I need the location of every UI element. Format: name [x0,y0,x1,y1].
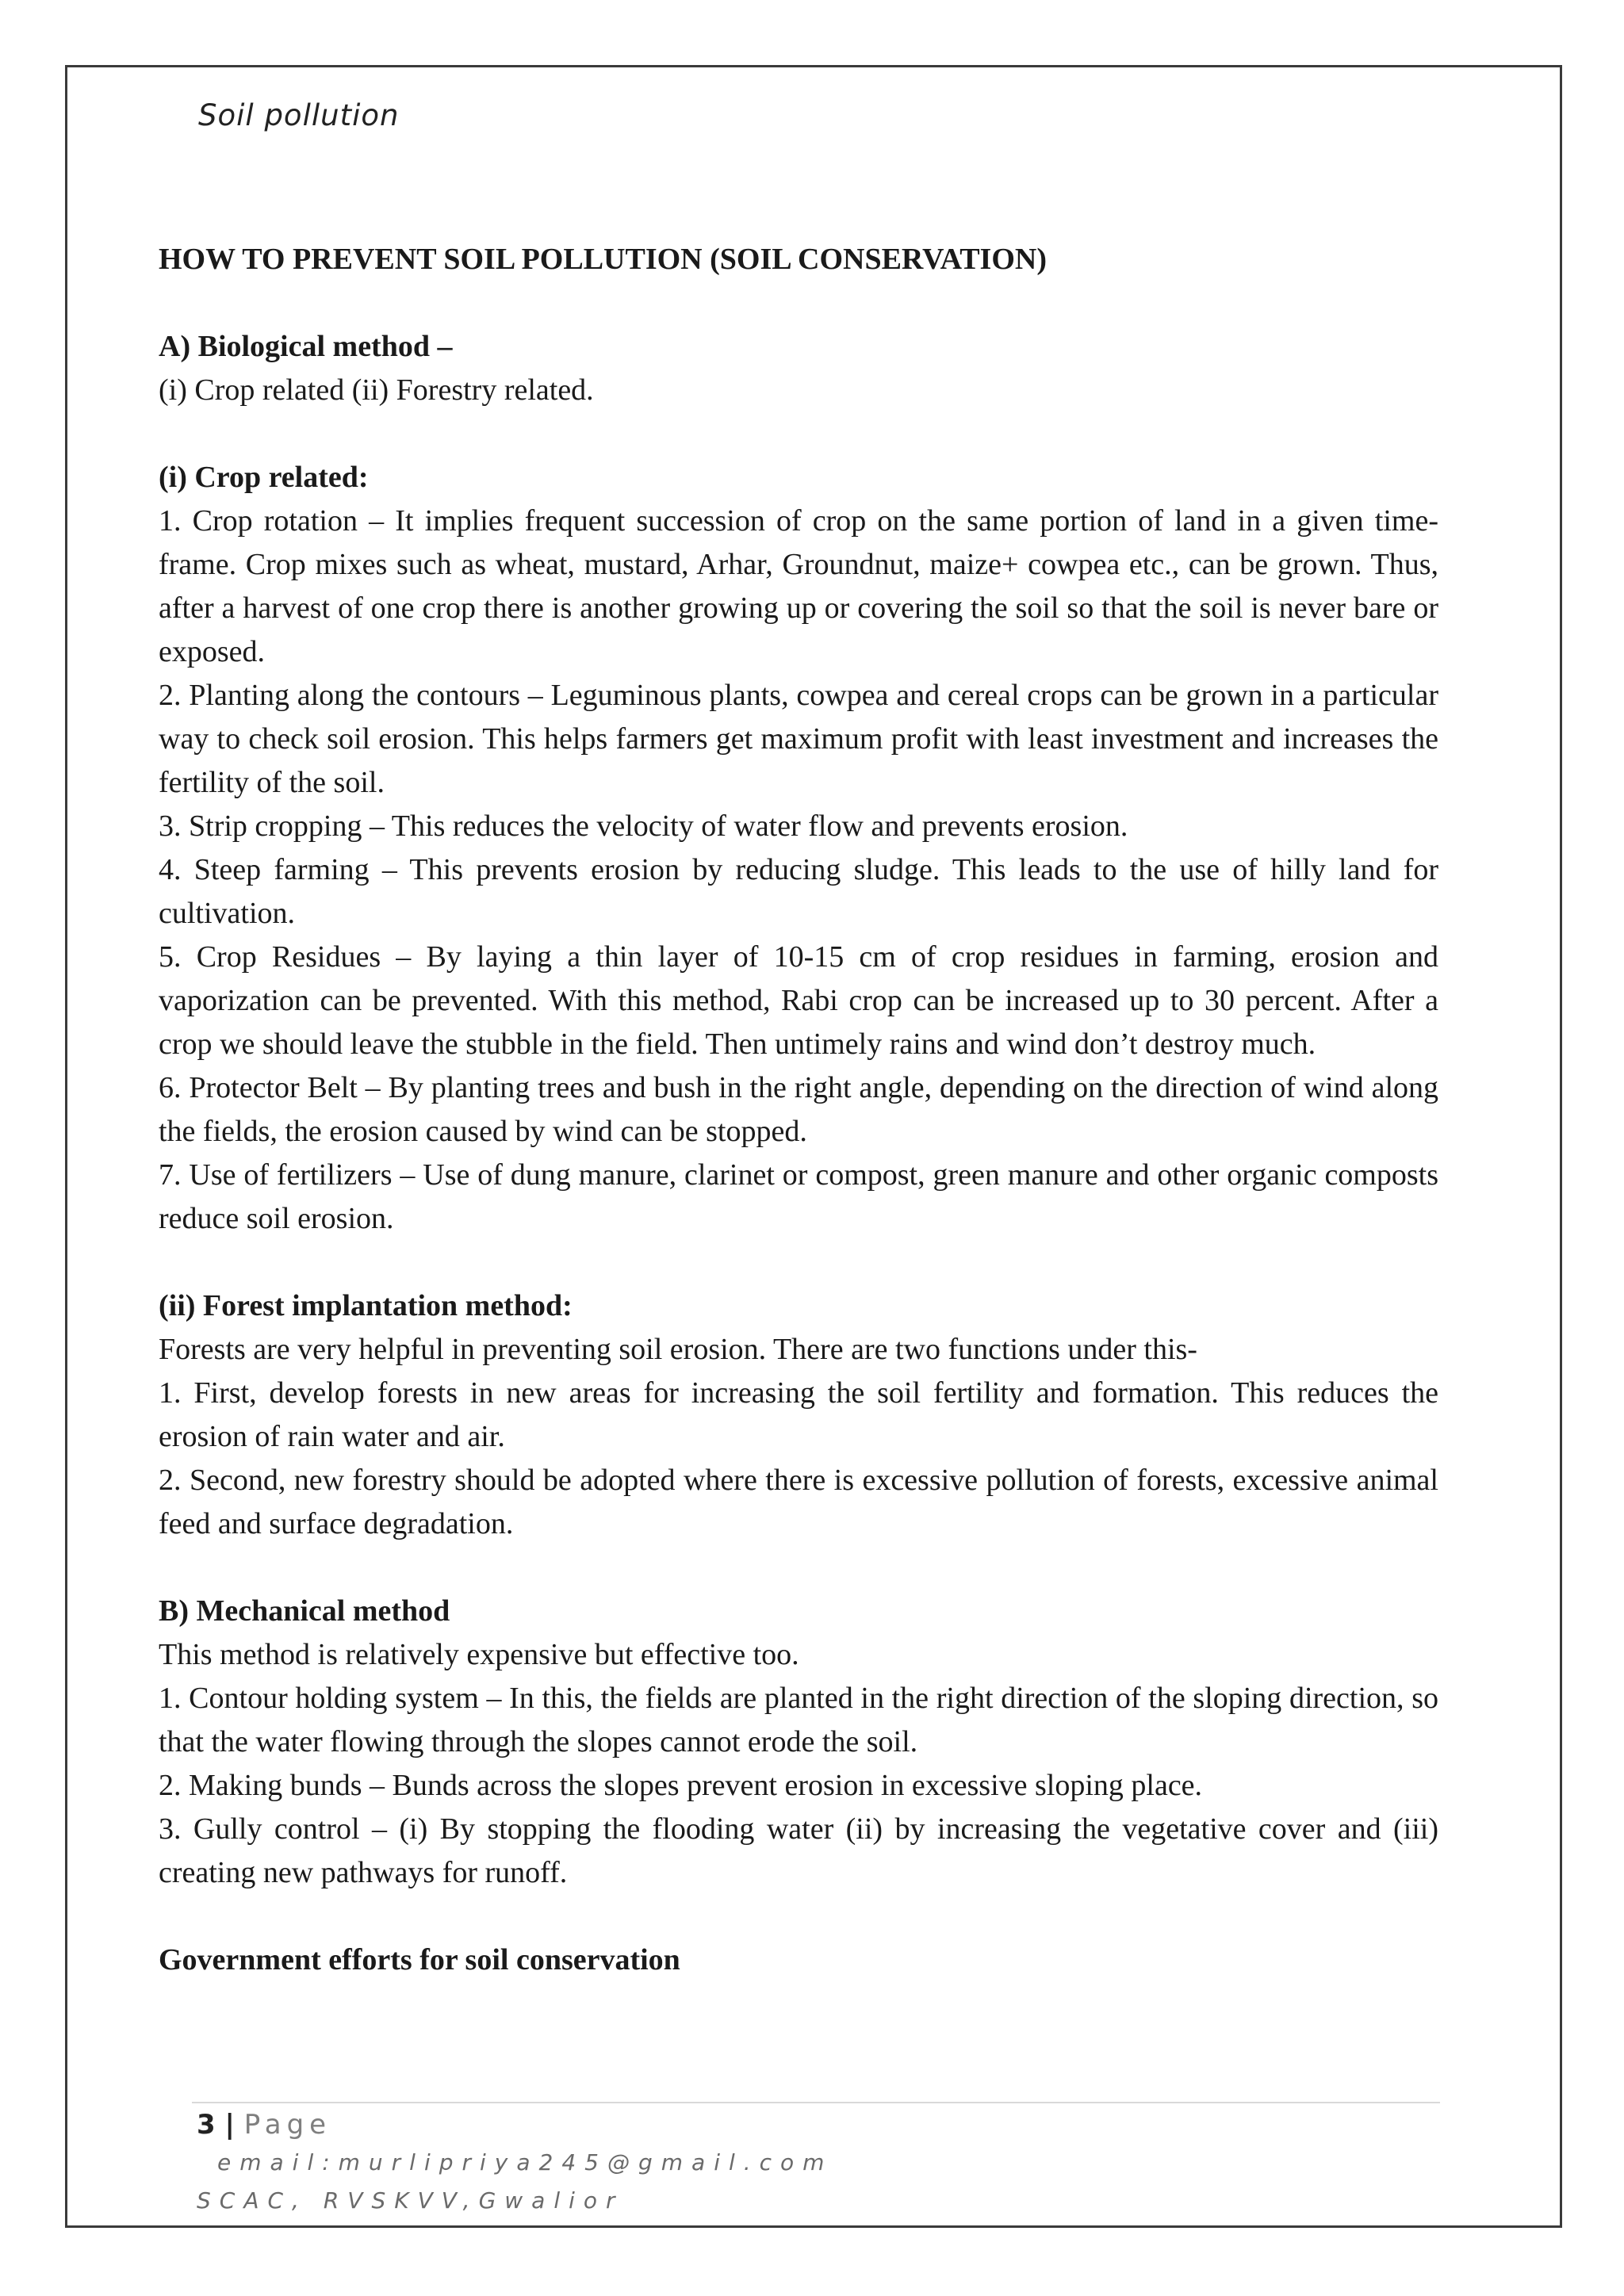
footer-college: SCAC, RVSKVV,Gwalior [197,2187,624,2214]
list-item: 1. First, develop forests in new areas for increasing the soil fertility and formation. This reduces the erosion of rain water and air. [159,1376,1438,1453]
section-a-intro: (i) Crop related (ii) Forestry related. [159,373,594,407]
document-title: HOW TO PREVENT SOIL POLLUTION (SOIL CONSERVATION) [159,243,1047,276]
list-item: 1. Crop rotation – It implies frequent succession of crop on the same portion of land in a given time-frame. Crop mixes such as wheat, mustard, Arhar, Groundnut, maize+ cowpea etc., can be grown. Thus, after a harvest of one crop there is another growing up or covering the soil so that the soil is never bare or exposed. [159,504,1438,668]
page-footer [197,2106,833,2220]
page-label: Page [243,2109,332,2141]
list-item: 2. Second, new forestry should be adopted where there is excessive pollution of forests, excessive animal feed and surface degradation. [159,1464,1438,1540]
list-item: 1. Contour holding system – In this, the fields are planted in the right direction of the sloping direction, so that the water flowing through the slopes cannot erode the soil. [159,1682,1438,1758]
government-heading: Government efforts for soil conservation [159,1943,680,1976]
list-item: 3. Strip cropping – This reduces the velocity of water flow and prevents erosion. [159,809,1128,843]
footer-divider [192,2102,1440,2103]
page-number: 3 [197,2109,216,2141]
document-body [159,238,1438,1982]
section-b-intro: This method is relatively expensive but effective too. [159,1638,799,1671]
forest-intro: Forests are very helpful in preventing soil erosion. There are two functions under this- [159,1333,1197,1366]
section-b-heading: B) Mechanical method [159,1594,450,1628]
list-item: 7. Use of fertilizers – Use of dung manure, clarinet or compost, green manure and other organic composts reduce soil erosion. [159,1158,1438,1235]
page-separator: | [215,2109,244,2141]
crop-related-heading: (i) Crop related: [159,461,369,494]
list-item: 2. Planting along the contours – Leguminous plants, cowpea and cereal crops can be grown in a particular way to check soil erosion. This helps farmers get maximum profit with least investment and increases the fertility of the soil. [159,679,1438,799]
running-header: Soil pollution [198,98,400,132]
list-item: 3. Gully control – (i) By stopping the flooding water (ii) by increasing the vegetative cover and (iii) creating new pathways for runoff. [159,1812,1438,1889]
list-item: 2. Making bunds – Bunds across the slopes prevent erosion in excessive sloping place. [159,1769,1203,1802]
list-item: 5. Crop Residues – By laying a thin layer of 10-15 cm of crop residues in farming, erosion and vaporization can be prevented. With this method, Rabi crop can be increased up to 30 percent. After a crop we should leave the stubble in the field. Then untimely rains and wind don’t destroy much. [159,940,1438,1061]
list-item: 4. Steep farming – This prevents erosion by reducing sludge. This leads to the use of hilly land for cultivation. [159,853,1438,930]
section-a-heading: A) Biological method – [159,330,453,363]
footer-email: email:murlipriya245@gmail.com [217,2149,833,2175]
page-indicator [197,2106,833,2144]
forest-heading: (ii) Forest implantation method: [159,1289,573,1322]
list-item: 6. Protector Belt – By planting trees and bush in the right angle, depending on the direction of wind along the fields, the erosion caused by wind can be stopped. [159,1071,1438,1148]
